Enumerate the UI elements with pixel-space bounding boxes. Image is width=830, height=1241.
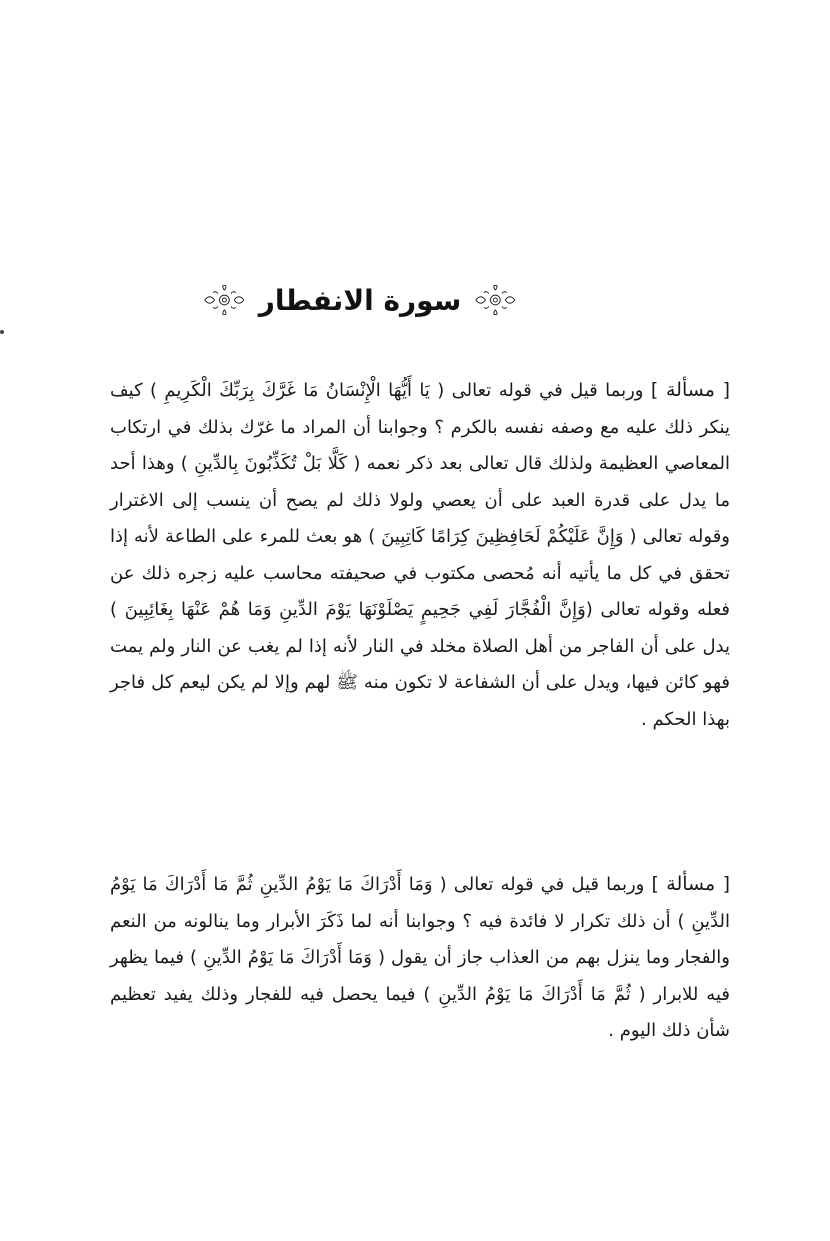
section-label: [ مسألة ] [651, 873, 730, 895]
paragraph-text: وربما قيل في قوله تعالى ( وَمَا أَدْرَاكَ مَا يَوْمُ الدِّينِ ثُمَّ مَا أَدْرَاكَ مَا يَوْمُ الدِّينِ ) أن ذلك تكرار لا فائدة فيه ؟ وجوابنا أنه لما ذَكَرَ الأبرار وما ينالونه من النعم والفجار وما ينزل بهم من العذاب جاز أن يقول ( وَمَا أَدْرَاكَ مَا يَوْمُ الدِّينِ ) فيما يظهر فيه للابرار ( ثُمَّ مَا أَدْرَاكَ مَا يَوْمُ الدِّينِ ) فيما يحصل فيه للفجار وذلك يفيد تعظيم شأن ذلك اليوم . [110, 874, 730, 1041]
surah-title: سورة الانفطار [258, 283, 462, 317]
masala-section-2 [110, 866, 730, 1050]
arabesque-ornament-icon [471, 280, 520, 320]
paragraph [110, 372, 730, 738]
scan-speck [0, 330, 4, 334]
arabesque-ornament-icon [200, 280, 249, 320]
paragraph [110, 866, 730, 1050]
paragraph-text: وربما قيل في قوله تعالى ( يَا أَيُّهَا الْإِنْسَانُ مَا غَرَّكَ بِرَبِّكَ الْكَرِيمِ ) كيف ينكر ذلك عليه مع وصفه نفسه بالكرم ؟ وجوابنا أن المراد ما غرّك بذلك في ارتكاب المعاصي العظيمة ولذلك قال تعالى بعد ذكر نعمه ( كَلَّا بَلْ تُكَذِّبُونَ بِالدِّينِ ) وهذا أحد ما يدل على قدرة العبد على أن يعصي ولولا ذلك لم يصح أن ينسب إلى الاغترار وقوله تعالى ( وَإِنَّ عَلَيْكُمْ لَحَافِظِينَ كِرَامًا كَاتِبِينَ ) هو بعث للمرء على الطاعة لأنه إذا تحقق في كل ما يأتيه أنه مُحصى مكتوب في صحيفته محاسب عليه زجره ذلك عن فعله وقوله تعالى (وَإِنَّ الْفُجَّارَ لَفِي جَحِيمٍ يَصْلَوْنَهَا يَوْمَ الدِّينِ وَمَا هُمْ عَنْهَا بِغَائِبِينَ ) يدل على أن الفاجر من أهل الصلاة مخلد في النار لأنه إذا لم يغب عن النار ولم يمت فهو كائن فيها، ويدل على أن الشفاعة لا تكون منه ﷺ لهم وإلا لم يكن ليعم كل فاجر بهذا الحكم . [110, 380, 730, 730]
surah-heading [200, 270, 520, 330]
masala-section-1 [110, 372, 730, 738]
section-label: [ مسألة ] [650, 379, 730, 401]
